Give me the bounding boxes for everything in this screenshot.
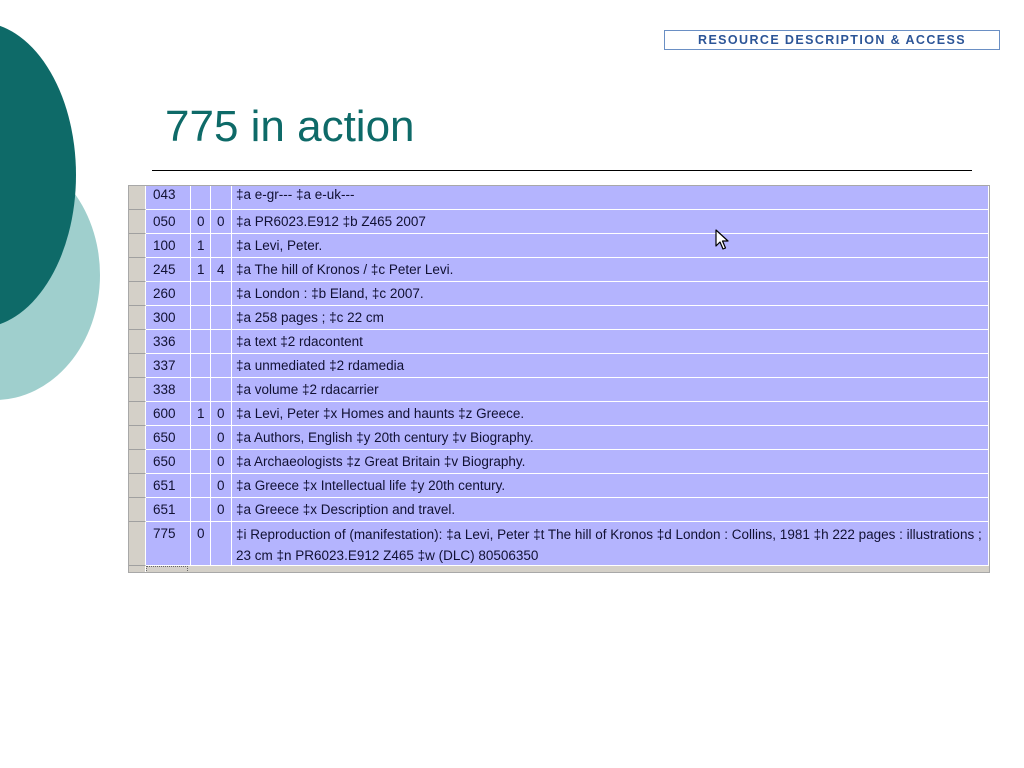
marc-field-row[interactable] bbox=[129, 450, 989, 474]
indicator-1-cell[interactable]: 1 bbox=[191, 258, 211, 282]
marc-tag-cell[interactable]: 245 bbox=[146, 258, 191, 282]
row-selector[interactable] bbox=[129, 234, 146, 258]
row-selector[interactable] bbox=[129, 186, 146, 210]
field-data-cell[interactable]: ‡a Archaeologists ‡z Great Britain ‡v Biography. bbox=[232, 450, 989, 474]
indicator-2-cell[interactable] bbox=[211, 306, 232, 330]
marc-field-row[interactable] bbox=[129, 498, 989, 522]
indicator-1-cell[interactable] bbox=[191, 378, 211, 402]
marc-field-row[interactable] bbox=[129, 258, 989, 282]
field-data-cell[interactable]: ‡a unmediated ‡2 rdamedia bbox=[232, 354, 989, 378]
marc-field-row[interactable] bbox=[129, 402, 989, 426]
rda-logo-badge: RESOURCE DESCRIPTION & ACCESS bbox=[664, 30, 1000, 50]
indicator-2-cell[interactable]: 0 bbox=[211, 402, 232, 426]
indicator-2-cell[interactable] bbox=[211, 354, 232, 378]
indicator-1-cell[interactable]: 1 bbox=[191, 402, 211, 426]
indicator-2-cell[interactable]: 4 bbox=[211, 258, 232, 282]
marc-tag-cell[interactable]: 050 bbox=[146, 210, 191, 234]
field-data-cell[interactable]: ‡a text ‡2 rdacontent bbox=[232, 330, 989, 354]
marc-record-grid bbox=[128, 185, 990, 573]
marc-tag-cell[interactable]: 600 bbox=[146, 402, 191, 426]
field-data-cell[interactable]: ‡a The hill of Kronos / ‡c Peter Levi. bbox=[232, 258, 989, 282]
new-field-row[interactable] bbox=[129, 566, 989, 573]
field-data-cell[interactable]: ‡a London : ‡b Eland, ‡c 2007. bbox=[232, 282, 989, 306]
marc-tag-cell[interactable]: 100 bbox=[146, 234, 191, 258]
row-selector[interactable] bbox=[129, 210, 146, 234]
row-selector[interactable] bbox=[129, 378, 146, 402]
indicator-1-cell[interactable] bbox=[191, 282, 211, 306]
marc-tag-cell[interactable]: 336 bbox=[146, 330, 191, 354]
new-tag-cell[interactable] bbox=[146, 566, 188, 573]
marc-tag-cell[interactable]: 043 bbox=[146, 186, 191, 210]
marc-tag-cell[interactable]: 650 bbox=[146, 426, 191, 450]
indicator-1-cell[interactable] bbox=[191, 450, 211, 474]
marc-tag-cell[interactable]: 300 bbox=[146, 306, 191, 330]
marc-tag-cell[interactable]: 260 bbox=[146, 282, 191, 306]
field-data-cell[interactable]: ‡a Levi, Peter ‡x Homes and haunts ‡z Greece. bbox=[232, 402, 989, 426]
indicator-1-cell[interactable]: 0 bbox=[191, 522, 211, 566]
row-selector[interactable] bbox=[129, 402, 146, 426]
field-data-cell[interactable]: ‡a e-gr--- ‡a e-uk--- bbox=[232, 186, 989, 210]
indicator-1-cell[interactable] bbox=[191, 186, 211, 210]
marc-tag-cell[interactable]: 337 bbox=[146, 354, 191, 378]
indicator-2-cell[interactable]: 0 bbox=[211, 210, 232, 234]
indicator-2-cell[interactable] bbox=[211, 378, 232, 402]
row-selector[interactable] bbox=[129, 522, 146, 566]
row-selector[interactable] bbox=[129, 474, 146, 498]
indicator-1-cell[interactable] bbox=[191, 330, 211, 354]
marc-field-row[interactable] bbox=[129, 210, 989, 234]
field-data-cell[interactable]: ‡a Authors, English ‡y 20th century ‡v Biography. bbox=[232, 426, 989, 450]
mouse-pointer-icon bbox=[715, 229, 729, 251]
slide-title: 775 in action bbox=[165, 102, 415, 151]
row-selector[interactable] bbox=[129, 282, 146, 306]
marc-tag-cell[interactable]: 338 bbox=[146, 378, 191, 402]
indicator-2-cell[interactable] bbox=[211, 330, 232, 354]
row-selector[interactable] bbox=[129, 258, 146, 282]
marc-field-row[interactable] bbox=[129, 282, 989, 306]
field-data-cell[interactable]: ‡i Reproduction of (manifestation): ‡a Levi, Peter ‡t The hill of Kronos ‡d London : Collins, 1981 ‡h 222 pages : illustrations ; 23 cm ‡n PR6023.E912 Z465 ‡w (DLC) 80506350 bbox=[232, 522, 989, 566]
indicator-2-cell[interactable]: 0 bbox=[211, 498, 232, 522]
row-selector[interactable] bbox=[129, 450, 146, 474]
indicator-1-cell[interactable] bbox=[191, 498, 211, 522]
marc-field-row[interactable] bbox=[129, 474, 989, 498]
row-selector[interactable] bbox=[129, 426, 146, 450]
marc-tag-cell[interactable]: 775 bbox=[146, 522, 191, 566]
indicator-2-cell[interactable]: 0 bbox=[211, 450, 232, 474]
marc-record-rows bbox=[129, 186, 989, 573]
indicator-1-cell[interactable] bbox=[191, 426, 211, 450]
field-data-cell[interactable]: ‡a Greece ‡x Description and travel. bbox=[232, 498, 989, 522]
field-data-cell[interactable]: ‡a Greece ‡x Intellectual life ‡y 20th century. bbox=[232, 474, 989, 498]
marc-tag-cell[interactable]: 650 bbox=[146, 450, 191, 474]
indicator-2-cell[interactable] bbox=[211, 186, 232, 210]
field-data-cell[interactable]: ‡a volume ‡2 rdacarrier bbox=[232, 378, 989, 402]
title-divider bbox=[152, 170, 972, 171]
indicator-2-cell[interactable] bbox=[211, 282, 232, 306]
marc-field-row[interactable] bbox=[129, 426, 989, 450]
row-selector[interactable] bbox=[129, 566, 146, 573]
indicator-1-cell[interactable] bbox=[191, 354, 211, 378]
marc-field-row[interactable] bbox=[129, 330, 989, 354]
field-data-cell[interactable]: ‡a PR6023.E912 ‡b Z465 2007 bbox=[232, 210, 989, 234]
marc-tag-cell[interactable]: 651 bbox=[146, 474, 191, 498]
field-data-cell[interactable]: ‡a 258 pages ; ‡c 22 cm bbox=[232, 306, 989, 330]
field-data-cell[interactable]: ‡a Levi, Peter. bbox=[232, 234, 989, 258]
indicator-1-cell[interactable] bbox=[191, 474, 211, 498]
indicator-2-cell[interactable]: 0 bbox=[211, 474, 232, 498]
indicator-2-cell[interactable]: 0 bbox=[211, 426, 232, 450]
marc-field-row[interactable] bbox=[129, 378, 989, 402]
row-selector[interactable] bbox=[129, 354, 146, 378]
marc-field-row[interactable] bbox=[129, 186, 989, 210]
indicator-1-cell[interactable]: 0 bbox=[191, 210, 211, 234]
marc-field-row[interactable] bbox=[129, 234, 989, 258]
marc-tag-cell[interactable]: 651 bbox=[146, 498, 191, 522]
indicator-2-cell[interactable] bbox=[211, 234, 232, 258]
marc-field-row[interactable] bbox=[129, 306, 989, 330]
indicator-1-cell[interactable]: 1 bbox=[191, 234, 211, 258]
marc-field-row[interactable] bbox=[129, 522, 989, 566]
row-selector[interactable] bbox=[129, 306, 146, 330]
row-selector[interactable] bbox=[129, 330, 146, 354]
marc-field-row[interactable] bbox=[129, 354, 989, 378]
indicator-1-cell[interactable] bbox=[191, 306, 211, 330]
indicator-2-cell[interactable] bbox=[211, 522, 232, 566]
row-selector[interactable] bbox=[129, 498, 146, 522]
